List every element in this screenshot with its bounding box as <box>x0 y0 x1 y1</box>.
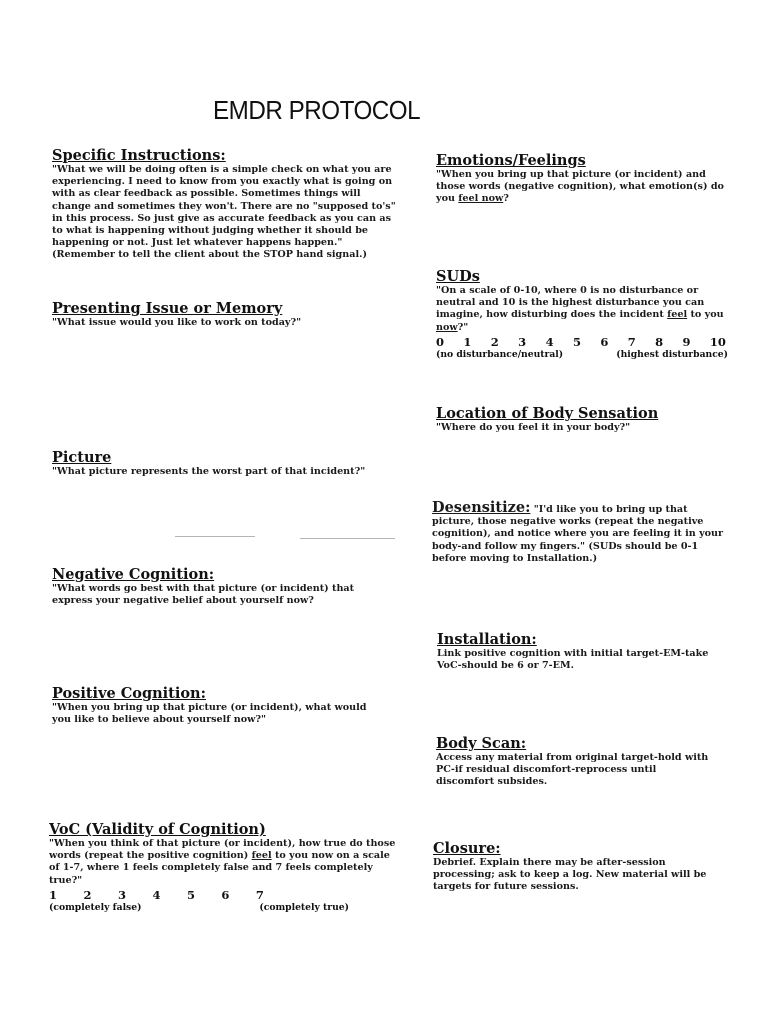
picture-heading: Picture <box>52 449 112 466</box>
location-section <box>436 405 728 434</box>
picture-text: "What picture represents the worst part of that incident?" <box>52 466 366 477</box>
suds-scale-value: 6 <box>600 334 609 349</box>
voc-scale <box>49 888 264 902</box>
presenting-issue-heading: Presenting Issue or Memory <box>52 300 283 317</box>
suds-scale-value: 5 <box>572 334 581 349</box>
positive-cognition-section <box>52 685 372 726</box>
document-title: EMDR PROTOCOL <box>213 95 421 125</box>
suds-scale-value: 2 <box>490 334 499 349</box>
desensitize-section <box>432 499 728 565</box>
suds-scale-value: 9 <box>682 334 691 349</box>
negative-cognition-heading: Negative Cognition: <box>52 566 215 583</box>
negative-cognition-text: "What words go best with that picture (or incident) that express your negative belief about yourself now? <box>52 583 355 607</box>
presenting-issue-text: "What issue would you like to work on today?" <box>52 317 302 328</box>
suds-text: "On a scale of 0-10, where 0 is no disturbance or neutral and 10 is the highest disturbance you can imagine, how disturbing does the incident feel to you now?" <box>436 285 724 333</box>
emotions-section <box>436 152 728 206</box>
body-scan-heading: Body Scan: <box>436 735 527 752</box>
suds-scale-value: 1 <box>463 334 472 349</box>
voc-scale-value: 1 <box>49 887 58 902</box>
closure-text: Debrief. Explain there may be after-session processing; ask to keep a log. New material will be targets for future sessions. <box>433 857 707 893</box>
installation-text: Link positive cognition with initial target-EM-take VoC-should be 6 or 7-EM. <box>437 648 709 672</box>
scan-artifact-line <box>300 538 395 539</box>
emotions-heading: Emotions/Feelings <box>436 152 586 169</box>
voc-scale-anchors <box>49 902 349 914</box>
suds-scale-anchors <box>436 349 728 361</box>
voc-scale-value: 2 <box>83 887 92 902</box>
negative-cognition-section <box>52 566 382 607</box>
voc-heading: VoC (Validity of Cognition) <box>49 821 266 838</box>
voc-scale-value: 3 <box>117 887 126 902</box>
voc-scale-value: 6 <box>221 887 230 902</box>
location-text: "Where do you feel it in your body?" <box>436 422 631 433</box>
closure-section <box>433 840 725 894</box>
suds-scale <box>436 335 726 349</box>
suds-scale-value: 10 <box>709 334 726 349</box>
suds-high-label: (highest disturbance) <box>616 348 728 360</box>
suds-scale-value: 3 <box>518 334 527 349</box>
desensitize-heading: Desensitize: <box>432 499 531 516</box>
voc-scale-value: 7 <box>255 887 264 902</box>
suds-heading: SUDs <box>436 268 480 285</box>
positive-cognition-text: "When you bring up that picture (or incident), what would you like to believe about yourself now?" <box>52 702 367 726</box>
voc-low-label: (completely false) <box>49 901 142 913</box>
specific-instructions-section <box>52 147 397 262</box>
voc-section <box>49 821 397 916</box>
specific-instructions-heading: Specific Instructions: <box>52 147 226 164</box>
presenting-issue-section <box>52 300 397 329</box>
voc-text: "When you think of that picture (or incident), how true do those words (repeat the positive cognition) feel to you now on a scale of 1-7, where 1 feels completely false and 7 feels completely true?" <box>49 838 396 886</box>
voc-high-label: (completely true) <box>259 901 349 913</box>
specific-instructions-text: "What we will be doing often is a simple check on what you are experiencing. I need to know from you exactly what is going on with as clear feedback as possible. Sometimes things will change and sometimes they won't. There are no "supposed to's" in this process. So just give as accurate feedback as you can as to what is happening without judging whether it should be happening or not. Just let whatever happens happen." (Remember to tell the client about the STOP hand signal.) <box>52 164 396 261</box>
suds-scale-value: 7 <box>627 334 636 349</box>
positive-cognition-heading: Positive Cognition: <box>52 685 206 702</box>
installation-heading: Installation: <box>437 631 537 648</box>
suds-scale-value: 8 <box>655 334 664 349</box>
scan-artifact-line <box>175 536 255 537</box>
emotions-text: "When you bring up that picture (or incident) and those words (negative cognition), what emotion(s) do you feel now? <box>436 169 724 205</box>
installation-section <box>437 631 717 672</box>
suds-low-label: (no disturbance/neutral) <box>436 348 564 360</box>
suds-scale-value: 0 <box>436 334 445 349</box>
location-heading: Location of Body Sensation <box>436 405 659 422</box>
body-scan-section <box>436 735 716 789</box>
suds-scale-value: 4 <box>545 334 554 349</box>
picture-section <box>52 449 397 478</box>
body-scan-text: Access any material from original target-hold with PC-if residual discomfort-reprocess until discomfort subsides. <box>436 752 709 788</box>
closure-heading: Closure: <box>433 840 501 857</box>
desensitize-text: Desensitize: "I'd like you to bring up that picture, those negative works (repeat the negative cognition), and notice where you are feeling it in your body-and follow my fingers." (SUDs should be 0-1 before moving to Installation.) <box>432 499 724 564</box>
suds-section <box>436 268 728 361</box>
voc-scale-value: 5 <box>186 887 195 902</box>
voc-scale-value: 4 <box>152 887 161 902</box>
